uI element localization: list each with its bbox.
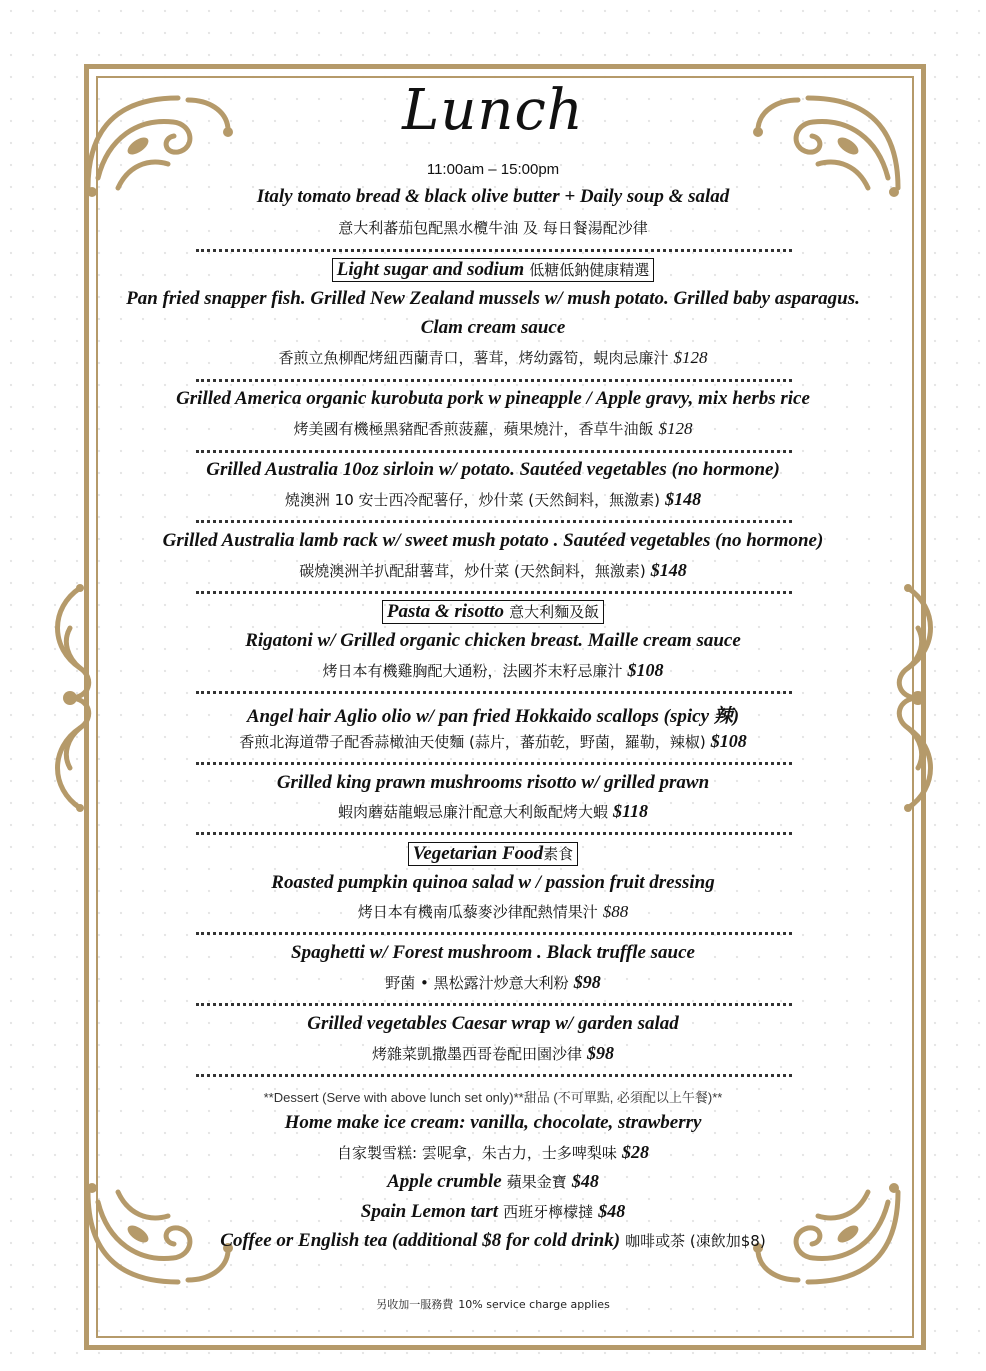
dessert-crumble-row: [0, 1171, 986, 1193]
dessert-coffee-en: Coffee or English tea (additional $8 for cold drink): [220, 1230, 621, 1251]
item-rigatoni-en: Rigatoni w/ Grilled organic chicken breast. Maille cream sauce: [245, 630, 741, 651]
dessert-tart-en: Spain Lemon tart: [360, 1201, 499, 1222]
item-lamb-en: Grilled Australia lamb rack w/ sweet mush potato . Sautéed vegetables (no hormone): [162, 530, 824, 551]
divider: [196, 691, 792, 694]
item-snapper-zh: 香煎立魚柳配烤紐西蘭青口，薯茸，烤幼露筍，蜆肉忌廉汁: [278, 349, 669, 367]
item-pumpkin-zh-row: [0, 901, 986, 922]
item-risotto-zh: 蝦肉蘑菇龍蝦忌廉汁配意大利飯配烤大蝦: [337, 803, 608, 821]
divider: [196, 762, 792, 765]
item-spaghetti-en: Spaghetti w/ Forest mushroom . Black truffle sauce: [291, 942, 695, 963]
section-veg-en: Vegetarian Food: [412, 843, 544, 864]
section-pasta: [0, 600, 986, 624]
item-sirloin-zh: 燒澳洲 10 安士西冷配薯仔，炒什菜 (天然飼料，無激素): [284, 491, 660, 509]
item-risotto-en: Grilled king prawn mushrooms risotto w/ grilled prawn: [276, 772, 710, 793]
section-veg-zh: 素食: [543, 845, 574, 863]
menu-title: Lunch: [402, 78, 584, 143]
item-sirloin-price: $148: [665, 489, 702, 509]
item-rigatoni-zh: 烤日本有機雞胸配大通粉，法國芥末籽忌廉汁: [322, 662, 623, 680]
item-angel-en: Angel hair Aglio olio w/ pan fried Hokkaido scallops (spicy 辣): [246, 706, 740, 727]
dessert-note-en: **Dessert (Serve with above lunch set only)**: [263, 1090, 524, 1105]
item-pumpkin-en: Roasted pumpkin quinoa salad w / passion fruit dressing: [271, 872, 715, 893]
item-pork-price: $128: [658, 419, 693, 438]
item-lamb-zh: 碳燒澳洲羊扒配甜薯茸，炒什菜 (天然飼料，無激素): [299, 562, 646, 580]
dessert-icecream-en: Home make ice cream: vanilla, chocolate, strawberry: [284, 1112, 702, 1133]
item-wrap-price: $98: [587, 1043, 615, 1063]
item-lamb-zh-row: [0, 560, 986, 581]
service-charge-zh: 另收加一服務費: [376, 1298, 454, 1311]
dessert-tart-zh: 西班牙檸檬撻: [503, 1203, 594, 1221]
item-angel-zh: 香煎北海道帶子配香蒜橄油天使麵 (蒜片，蕃茄乾，野菌，羅勒，辣椒): [239, 733, 706, 751]
dessert-coffee-row: [0, 1230, 986, 1252]
dessert-icecream-zh-row: [0, 1142, 986, 1163]
divider: [196, 379, 792, 382]
dessert-tart-row: [0, 1201, 986, 1223]
section-pasta-en: Pasta & risotto: [386, 601, 505, 622]
item-pumpkin-zh: 烤日本有機南瓜藜麥沙律配熱情果汁: [357, 903, 598, 921]
item-snapper-zh-row: [0, 347, 986, 368]
dessert-crumble-en: Apple crumble: [387, 1171, 502, 1192]
divider: [196, 591, 792, 594]
dessert-coffee-zh: 咖啡或茶 (凍飲加$8): [625, 1232, 766, 1250]
divider: [196, 520, 792, 523]
item-pumpkin-price: $88: [602, 902, 629, 921]
dessert-note: [0, 1087, 986, 1106]
item-spaghetti-price: $98: [573, 972, 601, 992]
item-risotto-price: $118: [613, 801, 649, 821]
item-pork-zh-row: [0, 418, 986, 439]
section-light-sugar: [0, 258, 986, 282]
divider: [196, 932, 792, 935]
intro-zh: 意大利蕃茄包配黑水欖牛油 及 每日餐湯配沙律: [338, 219, 648, 237]
section-light-zh: 低糖低鈉健康精選: [529, 261, 650, 279]
dessert-tart-price: $48: [598, 1201, 626, 1221]
divider: [196, 1003, 792, 1006]
item-risotto-zh-row: [0, 801, 986, 822]
service-charge-note: [0, 1293, 986, 1312]
item-snapper-price: $128: [673, 348, 708, 367]
section-light-en: Light sugar and sodium: [336, 259, 525, 280]
divider: [196, 832, 792, 835]
item-rigatoni-zh-row: [0, 660, 986, 681]
dessert-crumble-zh: 蘋果金寶: [506, 1173, 567, 1191]
item-spaghetti-zh: 野菌 • 黑松露汁炒意大利粉: [385, 974, 569, 992]
item-snapper-en2: Clam cream sauce: [420, 317, 566, 338]
item-sirloin-en: Grilled Australia 10oz sirloin w/ potato. Sautéed vegetables (no hormone): [206, 459, 780, 480]
divider: [196, 249, 792, 252]
item-snapper-en1: Pan fried snapper fish. Grilled New Zealand mussels w/ mush potato. Grilled baby asparagus.: [126, 288, 860, 309]
divider: [196, 450, 792, 453]
dessert-icecream-zh: 自家製雪糕: 雲呢拿，朱古力，士多啤梨味: [337, 1144, 617, 1162]
service-charge-en: 10% service charge applies: [458, 1298, 610, 1311]
item-wrap-zh-row: [0, 1043, 986, 1064]
section-pasta-zh: 意大利麵及飯: [509, 603, 600, 621]
item-wrap-zh: 烤雜菜凱撒墨西哥卷配田園沙律: [371, 1045, 582, 1063]
item-angel-zh-row: [0, 731, 986, 752]
item-pork-en: Grilled America organic kurobuta pork w pineapple / Apple gravy, mix herbs rice: [176, 388, 810, 409]
item-sirloin-zh-row: [0, 489, 986, 510]
intro-en: Italy tomato bread & black olive butter + Daily soup & salad: [256, 186, 730, 207]
dessert-crumble-price: $48: [571, 1171, 599, 1191]
item-wrap-en: Grilled vegetables Caesar wrap w/ garden salad: [307, 1013, 679, 1034]
dessert-note-zh: 甜品 (不可單點, 必須配以上午餐)**: [523, 1090, 723, 1105]
section-vegetarian: [0, 842, 986, 866]
item-spaghetti-zh-row: [0, 972, 986, 993]
item-pork-zh: 烤美國有機極黑豬配香煎菠蘿，蘋果燒汁，香草牛油飯: [293, 420, 654, 438]
item-lamb-price: $148: [650, 560, 687, 580]
dessert-icecream-price: $28: [621, 1142, 649, 1162]
divider: [196, 1074, 792, 1077]
item-rigatoni-price: $108: [627, 660, 664, 680]
item-angel-price: $108: [710, 731, 747, 751]
lunch-hours: 11:00am – 15:00pm: [426, 161, 560, 178]
